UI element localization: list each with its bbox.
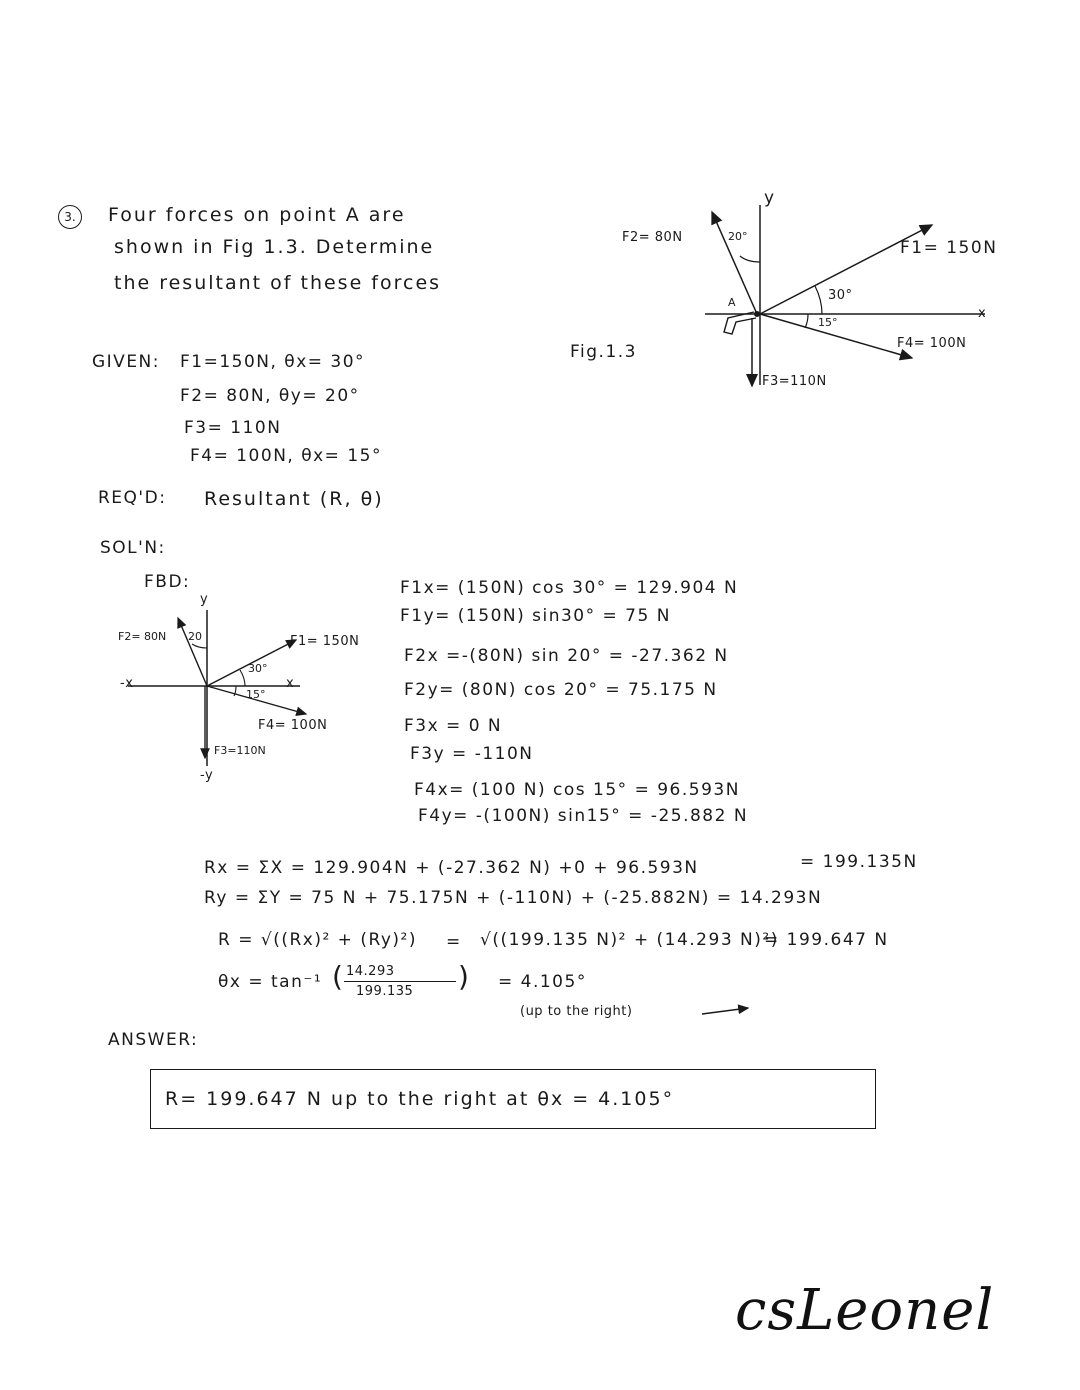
fbd-angle20-label: 20 [188, 630, 202, 643]
reqd-label: REQ'D: [98, 488, 167, 508]
theta-close-paren: ) [458, 960, 469, 993]
comp-f3x: F3x = 0 N [404, 716, 503, 736]
fig-angle30-label: 30° [828, 288, 853, 303]
given-line-1: F1=150N, θx= 30° [180, 352, 366, 372]
resultant-theta-value: = 4.105° [498, 972, 587, 992]
comp-f1y: F1y= (150N) sin30° = 75 N [400, 606, 671, 626]
resultant-rx-value: = 199.135N [800, 852, 918, 872]
fbd-y-label: y [200, 592, 209, 607]
answer-label: ANSWER: [108, 1030, 199, 1050]
fbd-label: FBD: [144, 572, 191, 592]
resultant-r-substituted: √((199.135 N)² + (14.293 N)²) [480, 930, 779, 950]
problem-number: 3. [58, 204, 82, 229]
fbd-x-label: x [286, 676, 295, 691]
resultant-ry: Ry = ΣY = 75 N + 75.175N + (-110N) + (-25.882N) = 14.293N [204, 888, 823, 908]
theta-numerator: 14.293 [346, 964, 395, 979]
fbd-angle15-label: 15° [246, 688, 266, 701]
fbd-angle30-label: 30° [248, 662, 268, 675]
resultant-theta-formula: θx = tan⁻¹ [218, 972, 323, 992]
fig-angle15-label: 15° [818, 316, 838, 329]
fbd-neg-y-label: -y [200, 768, 214, 783]
fbd-f1-label: F1= 150N [290, 634, 360, 649]
fig-a-label: A [728, 296, 736, 309]
answer-text: R= 199.647 N up to the right at θx = 4.105° [165, 1088, 675, 1110]
theta-open-paren: ( [332, 960, 343, 993]
signature: csLeonel [735, 1278, 995, 1343]
fig-f3-label: F3=110N [762, 374, 827, 389]
comp-f4y: F4y= -(100N) sin15° = -25.882 N [418, 806, 749, 826]
fig-angle20-label: 20° [728, 230, 748, 243]
fbd-f4-label: F4= 100N [258, 718, 328, 733]
fbd-f3-label: F3=110N [214, 744, 266, 757]
resultant-r-equals: = [446, 932, 462, 952]
comp-f4x: F4x= (100 N) cos 15° = 96.593N [414, 780, 740, 800]
resultant-rx: Rx = ΣX = 129.904N + (-27.362 N) +0 + 96.593N [204, 858, 699, 878]
resultant-r-value: = 199.647 N [764, 930, 889, 950]
fig-caption: Fig.1.3 [570, 342, 637, 362]
resultant-r-formula: R = √((Rx)² + (Ry)²) [218, 930, 417, 950]
given-line-2: F2= 80N, θy= 20° [180, 386, 360, 406]
comp-f3y: F3y = -110N [410, 744, 534, 764]
comp-f1x: F1x= (150N) cos 30° = 129.904 N [400, 578, 739, 598]
theta-denominator: 199.135 [356, 984, 414, 999]
soln-label: SOL'N: [100, 538, 166, 558]
fig-f2-label: F2= 80N [622, 230, 683, 245]
answer-box [150, 1069, 876, 1129]
fbd-f2-label: F2= 80N [118, 630, 167, 643]
given-line-4: F4= 100N, θx= 15° [190, 446, 382, 466]
given-line-3: F3= 110N [184, 418, 282, 438]
fig-f4-label: F4= 100N [897, 336, 967, 351]
fig-y-label: y [764, 188, 776, 208]
comp-f2y: F2y= (80N) cos 20° = 75.175 N [404, 680, 718, 700]
reqd-value: Resultant (R, θ) [204, 488, 384, 510]
fig-x-label: x [978, 306, 987, 321]
fbd-neg-x-label: -x [120, 676, 134, 691]
given-label: GIVEN: [92, 352, 161, 372]
problem-line-2: shown in Fig 1.3. Determine [114, 236, 435, 258]
problem-line-1: Four forces on point A are [108, 204, 406, 226]
comp-f2x: F2x =-(80N) sin 20° = -27.362 N [404, 646, 729, 666]
direction-note: (up to the right) [520, 1004, 633, 1019]
fig-f1-label: F1= 150N [900, 238, 998, 258]
problem-line-3: the resultant of these forces [114, 272, 442, 294]
